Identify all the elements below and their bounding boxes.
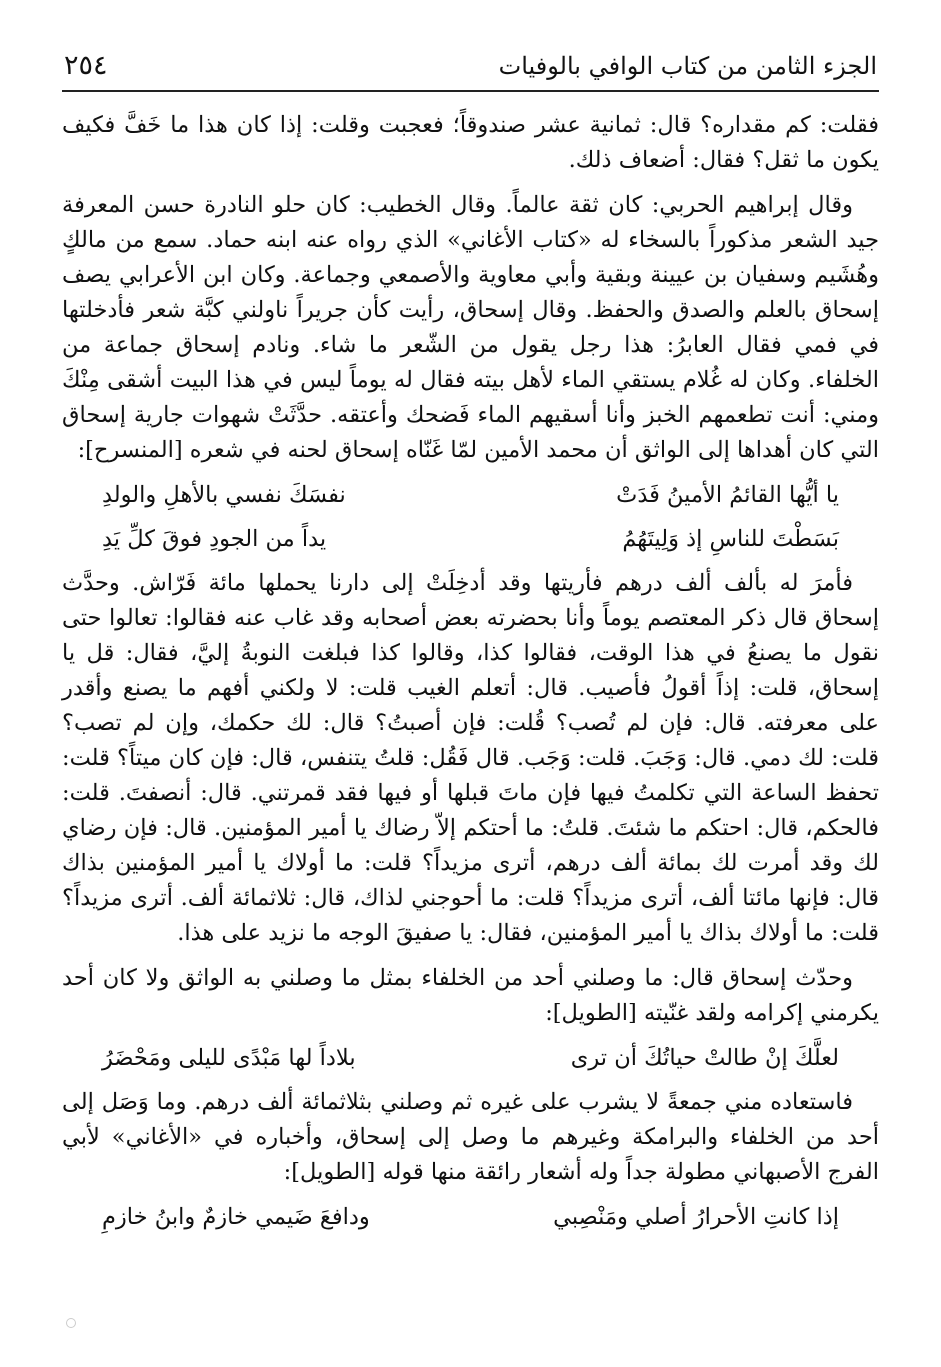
verse-2-second-hemistich: يداً من الجودِ فوقَ كلِّ يَدِ [102, 526, 327, 552]
body-text [62, 108, 879, 1244]
verse-line-3 [62, 1041, 879, 1075]
paragraph-5: فاستعاده مني جمعةً لا يشرب على غيره ثم وصلني بثلاثمائة ألف درهم. وما وَصَل إلى أحد من الخلفاء والبرامكة وغيرهم ما وصل إلى إسحاق، وأخباره في «الأغاني» لأبي الفرج الأصبهاني مطولة جداً وله أشعار رائقة منها قوله [الطويل]: [62, 1089, 879, 1185]
verse-line-4 [62, 1200, 879, 1234]
paragraph-2: وقال إبراهيم الحربي: كان ثقة عالماً. وقال الخطيب: كان حلو النادرة حسن المعرفة جيد الشعر مذكوراً بالسخاء له «كتاب الأغاني» الذي رواه عنه ابنه حماد. سمع من مالكٍ وهُشَيم وسفيان بن عيينة وبقية وأبي معاوية والأصمعي وجماعة. وكان ابن الأعرابي يصف إسحاق بالعلم والصدق والحفظ. وقال إسحاق، رأيت كأن جريراً ناولني كبَّة شعر فأدخلتها في فمي فقال العابرُ: هذا رجل يقول من الشّعر ما شاء. ونادم إسحاق جماعة من الخلفاء. وكان له غُلام يستقي الماء لأهل بيته فقال له يوماً ليس في هذا البيت أشقى مِنْكَ ومني: أنت تطعمهم الخبز وأنا أسقيهم الماء فَضحك وأعتقه. حدَّثَتْ شهوات جارية إسحاق التي كان أهداها إلى الواثق أن محمد الأمين لمّا غَنّاه إسحاق لحنه في شعره [المنسرح]: [62, 192, 879, 463]
verse-line-2 [62, 522, 879, 556]
page-number: ٢٥٤ [64, 50, 108, 81]
running-title: الجزء الثامن من كتاب الوافي بالوفيات [498, 52, 877, 80]
verse-line-1 [62, 478, 879, 512]
scan-speck [66, 1318, 76, 1328]
verse-4-second-hemistich: ودافعَ ضَيمي خازمٌ وابنُ خازمِ [102, 1204, 370, 1230]
paragraph-3: فأمرَ له بألف ألف درهم فأريتها وقد أدخِلَتْ إلى دارنا يحملها مائة فَرّاش. وحدَّث إسحاق قال ذكر المعتصم يوماً وأنا بحضرته بعض أصحابه وقد غاب عنه فقالوا: تعالوا حتى نقول ما يصنعُ في هذا الوقت، فقالوا كذا، وقالوا كذا فبلغت النوبةُ إليَّ، فقال: قل يا إسحاق، قلت: إذاً أقولُ فأصيب. قال: أتعلم الغيب قلت: لا ولكني أفهم ما يصنع وأقدر على معرفته. قال: فإن لم تُصب؟ قُلت: فإن أصبتُ؟ قال: لك حكمك، وإن لم تصب؟ قلت: لك دمي. قال: وَجَبَ. قلت: وَجَب. قال فَقُل: قلتُ يتنفس، قال: فإن كان ميتاً؟ قلت: تحفظ الساعة التي تكلمتُ فيها فإن ماتَ قبلها أو فيها فقد قمرتني. قال: أنصفتَ. قلت: فالحكم، قال: احتكم ما شئتَ. قلتُ: ما أحتكم إلاّ رضاك يا أمير المؤمنين. قال: فإن رضاي لك وقد أمرت لك بمائة ألف درهم، أترى مزيداً؟ قلت: ما أولاك يا أمير المؤمنين بذاك قال: فإنها مائتا ألف، أترى مزيداً؟ قلت: ما أحوجني لذاك، قال: ثلاثمائة ألف. أترى مزيداً؟ قلت: ما أولاك بذاك يا أمير المؤمنين، فقال: يا صفيقَ الوجه ما نزيد على هذا. [62, 570, 879, 946]
paragraph-4: وحدّث إسحاق قال: ما وصلني أحد من الخلفاء بمثل ما وصلني به الواثق ولا كان أحد يكرمني إكرامه ولقد غنّيته [الطويل]: [62, 965, 879, 1026]
verse-1-first-hemistich: يا أيُّها القائمُ الأمينُ فَدَتْ [616, 482, 839, 508]
paragraph-1: فقلت: كم مقداره؟ قال: ثمانية عشر صندوقاً؛ فعجبت وقلت: إذا كان هذا ما خَفَّ فكيف يكون ما ثقل؟ فقال: أضعاف ذلك. [62, 112, 879, 173]
verse-3-first-hemistich: لعلَّكَ إنْ طالتْ حياتُكَ أن ترى [570, 1045, 839, 1071]
page-header [62, 40, 879, 92]
verse-2-first-hemistich: بَسَطْتَ للناسِ إذ وَلِيتَهُمُ [622, 526, 839, 552]
verse-3-second-hemistich: بلاداً لها مَبْدًى لليلى ومَحْضَرُ [102, 1045, 356, 1071]
verse-1-second-hemistich: نفسَكَ نفسي بالأهلِ والولدِ [102, 482, 346, 508]
verse-4-first-hemistich: إذا كانتِ الأحرارُ أصلي ومَنْصِبي [553, 1204, 839, 1230]
